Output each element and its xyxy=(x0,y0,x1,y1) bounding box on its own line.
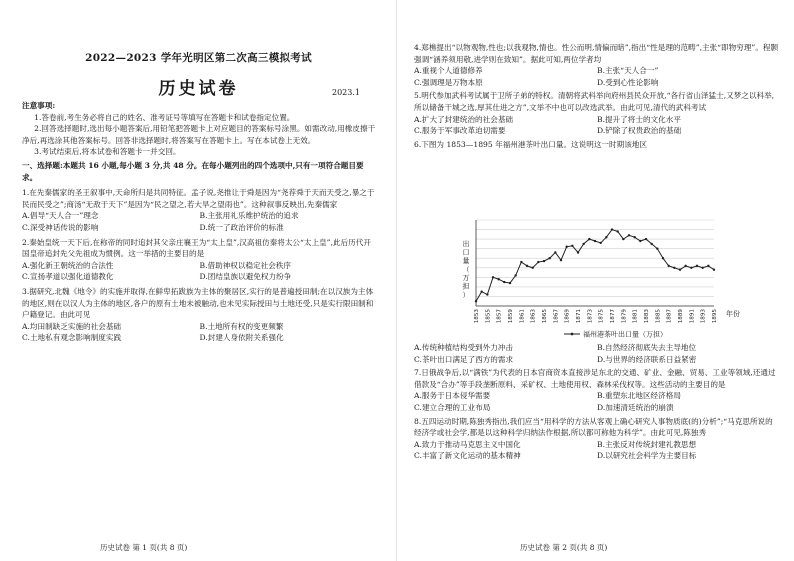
data-point xyxy=(656,247,658,249)
x-tick-label: 1863 xyxy=(530,309,537,324)
question-stem: 5.明代参加武科考试属于卫所子弟的特权。清朝将武科举向府州县民众开放,“各行省山泽猛士,又梦之以科举,所以储备干城之选,厚其仕进之方”,文举不中也可以改选武举。由此可见,清代的武科考试 xyxy=(414,91,775,112)
data-point xyxy=(599,242,601,244)
option-d: D.以研究社会科学为主要目标 xyxy=(597,451,697,461)
option-b: B.提升了将士的文化水平 xyxy=(597,114,681,124)
x-tick-label: 1859 xyxy=(508,309,514,324)
option-a: A.扩大了封建统治的社会基础 xyxy=(414,114,514,124)
option-c: C.强调理是万物本原 xyxy=(414,77,483,87)
options xyxy=(414,114,780,137)
data-point xyxy=(548,257,550,259)
option-c: C.深受神话传说的影响 xyxy=(22,222,99,232)
data-point xyxy=(622,238,624,240)
data-point xyxy=(531,267,533,269)
data-point xyxy=(673,267,675,269)
y-axis-label-char: 担 xyxy=(462,282,470,291)
y-axis-label-char: 出 xyxy=(462,240,470,248)
question-1 xyxy=(22,187,377,233)
x-tick-label: 1871 xyxy=(576,309,582,324)
data-point xyxy=(514,274,516,276)
question-4 xyxy=(414,42,780,88)
question-stem: 3.据研究,北魏《地令》的实施并取得,在鲜卑拓跋族为主体的聚居区,实行的是普遍授田制;在以汉族为主体的地区,则在以汉人为主体的地区,各户的原有土地未被触动,也未见实际授田与土地还受,只是实行限田制和户籍登记。由此可见 xyxy=(22,286,374,320)
options xyxy=(414,390,780,413)
option-c: C.服务于军事改革迫切需要 xyxy=(414,126,506,136)
data-point xyxy=(696,265,698,267)
x-tick-label: 1867 xyxy=(553,309,560,324)
option-a: A.服务于日本侵华需要 xyxy=(414,391,491,401)
option-d: D.团结皇族以避免权力纷争 xyxy=(199,272,292,282)
x-tick-label: 1861 xyxy=(519,309,526,324)
data-point xyxy=(594,240,596,242)
data-point xyxy=(486,293,488,295)
options xyxy=(414,439,780,462)
right-body-top xyxy=(414,42,780,150)
question-2 xyxy=(22,237,377,283)
option-b: B.主张反对传统封建礼教思想 xyxy=(597,439,697,449)
y-axis-label-char: 万 xyxy=(462,274,470,282)
x-tick-label: 1889 xyxy=(678,309,684,324)
data-point xyxy=(633,236,635,238)
data-point xyxy=(492,276,494,278)
data-point xyxy=(645,238,647,240)
data-point xyxy=(577,251,579,253)
page-footer-right: 历史试卷 第 2 页(共 8 页) xyxy=(520,543,608,552)
data-point xyxy=(713,268,715,270)
x-tick-label: 1865 xyxy=(542,309,548,324)
option-b: B.自然经济彻底失去主导地位 xyxy=(597,343,697,352)
section-heading: 一、选择题:本题共 16 小题,每小题 3 分,共 48 分。在每小题列出的四个选项中,只有一项符合题目要求。 xyxy=(22,160,364,182)
x-tick-label: 1887 xyxy=(666,309,673,324)
option-d: D.加速清廷统治的崩溃 xyxy=(597,402,674,412)
notice-2: 2.回答选择题时,选出每小题答案后,用铅笔把答题卡上对应题目的答案标号涂黑。如需改动,用橡皮擦干净后,再选涂其他答案标号。回答非选择题时,将答案写在答题卡上。写在本试卷上无效。 xyxy=(22,124,376,145)
data-point xyxy=(571,245,573,247)
option-b: B.主张“天人合一” xyxy=(597,66,659,76)
notice-1: 1.答卷前,考生务必将自己的姓名、准考证号等填写在答题卡和试卷指定位置。 xyxy=(34,112,295,122)
x-tick-label: 1885 xyxy=(655,309,662,324)
notice-3: 3.考试结束后,将本试卷和答题卡一并交回。 xyxy=(34,147,181,157)
x-tick-label: 1855 xyxy=(485,309,492,324)
question-6-options xyxy=(414,342,780,365)
y-axis-label-char: （ xyxy=(462,265,470,274)
data-point xyxy=(639,240,641,242)
data-point xyxy=(565,246,567,248)
data-point xyxy=(588,238,590,240)
right-body-bottom xyxy=(414,342,780,462)
option-c: C.宣扬孝道以强化道德教化 xyxy=(22,272,114,282)
x-tick-label: 1895 xyxy=(712,309,718,324)
option-a: A.强化新王朝统治的合法性 xyxy=(22,260,114,270)
option-c: C.土地私有观念影响制度实践 xyxy=(22,333,122,343)
data-point xyxy=(526,265,528,267)
question-8 xyxy=(414,416,780,462)
x-tick-label: 1879 xyxy=(621,309,628,324)
question-7 xyxy=(414,367,780,413)
data-point xyxy=(707,265,709,267)
y-axis-label-char: ） xyxy=(462,291,470,299)
question-stem: 8.五四运动时期,陈独秀指出,我们应当“用科学的方法从客观上确心研究人事物质底(的)分析”;“马克思所说的经济学或社会学,都是以这种科学归纳法作根据,所以都可称他为科学”。由此可见,陈独秀 xyxy=(414,416,773,438)
x-tick-label: 1893 xyxy=(700,309,707,324)
x-tick-label: 1875 xyxy=(598,309,605,324)
option-b: B.主张用礼乐维护统治的追求 xyxy=(199,211,299,221)
option-c: C.丰富了新文化运动的基本精神 xyxy=(414,451,521,461)
legend-label: 福州港茶叶出口量（万担） xyxy=(583,330,667,339)
options xyxy=(22,210,377,233)
data-point xyxy=(690,267,692,269)
question-stem: 2.秦始皇统一天下后,在称帝的同时追封其父亲庄襄王为“太上皇”,汉高祖仿秦将太公“太上皇”,此后历代开国皇帝追封先父先祖成为惯例。这一举措的主要目的是 xyxy=(22,237,371,259)
option-b: B.借助神权以稳定社会秩序 xyxy=(199,260,292,270)
exam-title: 2022—2023 学年光明区第二次高三模拟考试 xyxy=(85,52,312,64)
option-d: D.铲除了权贵政治的基础 xyxy=(597,126,682,136)
data-point xyxy=(662,257,664,259)
data-point xyxy=(503,281,505,283)
x-tick-label: 1891 xyxy=(689,309,696,324)
option-a: A.均田制缺乏实施的社会基础 xyxy=(22,321,122,331)
option-d: D.受到心性论影响 xyxy=(597,77,659,87)
question-5 xyxy=(414,90,780,136)
data-point xyxy=(480,290,482,292)
y-axis-label-char: 口 xyxy=(462,248,470,257)
option-b: B.重塑东北地区经济格局 xyxy=(597,391,681,401)
notice-heading: 注意事项: xyxy=(22,101,56,110)
option-a: A.重视个人道德修养 xyxy=(414,66,483,76)
question-3 xyxy=(22,286,377,344)
data-point xyxy=(616,230,618,232)
tea-export-chart xyxy=(414,214,784,340)
option-c: C.建立合理的工业布局 xyxy=(414,402,491,412)
option-d: D.封建人身依附关系强化 xyxy=(199,333,284,343)
page-footer-left: 历史试卷 第 1 页(共 8 页) xyxy=(100,543,188,552)
x-tick-label: 1881 xyxy=(632,309,639,324)
data-point xyxy=(520,261,522,263)
options xyxy=(414,65,780,88)
question-stem: 7.日俄战争后,以“满铁”为代表的日本官商资本直接涉足东北的交通、矿业、金融、贸易、工业等领域,还通过借款及“合办”等手段垄断原料、采矿权、土地使用权、森林采伐权等。这些活动的主要目的是 xyxy=(414,368,776,389)
data-point xyxy=(701,267,703,269)
question-stem: 4.郑樵提出“以物观物,性也;以我观物,情也。性公而明,情偏而暗”,指出“性是理的范畴”,主张“即物穷理”。程颢强调“涵养须用敬,进学则在致知”。据此可知,两位学者均 xyxy=(414,43,779,64)
data-point xyxy=(679,268,681,270)
data-point xyxy=(497,278,499,280)
data-point xyxy=(650,243,652,245)
data-point xyxy=(509,282,511,284)
data-point xyxy=(611,228,613,230)
exam-date: 2023.1 xyxy=(332,88,360,97)
data-point xyxy=(543,260,545,262)
x-tick-label: 1873 xyxy=(587,309,594,324)
data-point xyxy=(560,259,562,261)
data-point xyxy=(537,261,539,263)
data-point xyxy=(475,300,477,302)
y-axis-label-char: 量 xyxy=(462,257,470,265)
x-axis-label: 年份 xyxy=(726,310,740,318)
option-a: A.传统种植结构受到外力冲击 xyxy=(414,343,514,352)
data-point xyxy=(605,236,607,238)
question-stem: 1.在先秦儒家的圣王叙事中,天命所归是共同特征。孟子说,尧推让于舜是因为“尧荐舜于天而天受之,暴之于民而民受之”;商汤“无敌于天下”是因为“民之望之,若大旱之望雨也”。这种叙事反映出,先秦儒家 xyxy=(22,188,375,209)
option-d: D.统一了政治评价的标准 xyxy=(199,222,284,232)
data-point xyxy=(628,234,630,236)
option-c: C.茶叶出口满足了西方的需求 xyxy=(414,354,514,364)
x-tick-label: 1869 xyxy=(564,309,571,324)
x-tick-label: 1853 xyxy=(474,309,480,324)
x-tick-label: 1883 xyxy=(644,309,650,324)
subject-title: 历史试卷 xyxy=(158,79,239,99)
question-6-stem: 6.下图为 1853—1895 年福州港茶叶出口量。这说明这一时期该地区 xyxy=(414,139,647,149)
option-b: B.土地所有权的变更频繁 xyxy=(199,321,284,331)
option-a: A.致力于推动马克思主义中国化 xyxy=(414,439,521,449)
option-a: A.倡导“天人合一”理念 xyxy=(22,211,99,221)
x-tick-label: 1857 xyxy=(496,309,503,324)
data-point xyxy=(684,265,686,267)
data-point xyxy=(554,251,556,253)
x-tick-label: 1877 xyxy=(610,309,616,324)
left-body xyxy=(22,100,377,344)
legend-marker xyxy=(571,333,574,336)
options xyxy=(22,260,377,283)
data-point xyxy=(582,243,584,245)
options xyxy=(22,321,377,344)
option-d: D.与世界的经济联系日益紧密 xyxy=(597,354,697,364)
data-point xyxy=(667,265,669,267)
chart-svg xyxy=(414,214,784,340)
